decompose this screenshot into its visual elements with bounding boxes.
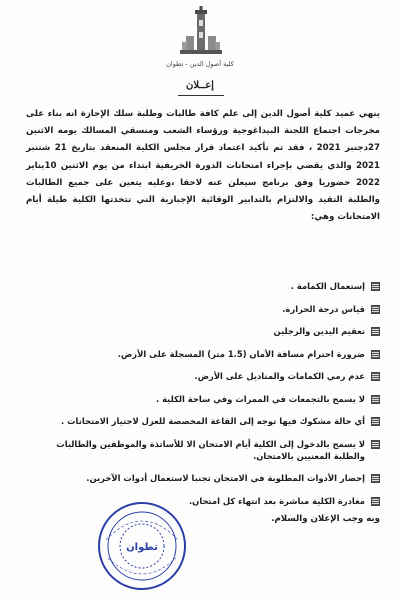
square-bullet-icon xyxy=(371,305,380,314)
body-paragraph: ينهي عميد كلية أصول الدين إلى علم كافة طالبات وطلبة سلك الإجازة انه بناء على مخرجات اجتماع اللجنة البيداغوجية ورؤساء الشعب ومنسقي المسالك يومه الاثنين 27دجنبر 2021 ، فقد تم تأكيد اعتماد قرار مجلس الكلية المنعقد بتاريخ 21 شتنبر 2021 والذي يقضي بإجراء امتحانات الدورة الخريفية ابتداء من يوم الاثنين 10يناير 2022 حضوريا وفق برنامج سيعلن عنه لاحقا ،وعليه يتعين على جميع الطالبات والطلبة التقيد والالتزام بالتدابير الوقائية الإجبارية التي تتخذتها الكلية طيلة أيام الامتحانات وهي: xyxy=(26,109,380,223)
square-bullet-icon xyxy=(371,417,380,426)
faculty-name: كلية أصول الدين - تطوان xyxy=(166,60,234,68)
measure-text: قياس درجة الحرارة. xyxy=(282,303,365,314)
list-item xyxy=(26,472,380,484)
measure-text: ضرورة احترام مسافة الأمان (1.5 متر) المسجلة على الأرض. xyxy=(117,348,365,359)
measures-list xyxy=(26,280,380,517)
square-bullet-icon xyxy=(371,372,380,381)
square-bullet-icon xyxy=(371,282,380,291)
measure-text: مغادرة الكلية مباشرة بعد انتهاء كل امتحان. xyxy=(189,495,365,506)
square-bullet-icon xyxy=(371,327,380,336)
measure-text: لا يسمح بالتجمعات في الممرات وفي ساحة الكلية . xyxy=(155,393,365,404)
list-item xyxy=(26,415,380,427)
closing-line: وبه وجب الإعلان والسلام. xyxy=(271,514,380,524)
measure-text: إستعمال الكمامة . xyxy=(290,281,365,291)
title-underline xyxy=(178,95,224,96)
square-bullet-icon xyxy=(371,440,380,449)
square-bullet-icon xyxy=(371,474,380,483)
official-stamp-icon xyxy=(96,500,188,592)
square-bullet-icon xyxy=(371,497,380,506)
square-bullet-icon xyxy=(371,395,380,404)
stamp-text: تطوان xyxy=(126,542,158,553)
measure-text: إحضار الأدوات المطلوبة في الامتحان تجنبا لاستعمال أدوات الآخرين. xyxy=(86,473,365,483)
measure-text: عدم رمي الكمامات والمناديل على الأرض. xyxy=(194,371,365,381)
list-item xyxy=(26,495,380,507)
square-bullet-icon xyxy=(371,350,380,359)
minaret-logo-icon xyxy=(178,6,224,58)
measure-text: أي حالة مشكوك فيها توجه إلى القاعة المخصصة للعزل لاجتياز الامتحانات . xyxy=(61,416,365,426)
announcement-title: إعــلان xyxy=(186,80,214,91)
list-item xyxy=(26,370,380,382)
list-item xyxy=(26,438,380,462)
list-item xyxy=(26,348,380,360)
announcement-body xyxy=(26,106,380,226)
list-item xyxy=(26,393,380,405)
list-item xyxy=(26,280,380,292)
measure-text: لا يسمح بالدخول إلى الكلية أيام الامتحان الا للأساتذة والموظفين والطالبات والطلبة المعنيين بالامتحان. xyxy=(56,438,365,461)
list-item xyxy=(26,303,380,315)
measure-text: تعقيم اليدين والرجلين xyxy=(273,326,365,336)
list-item xyxy=(26,325,380,337)
